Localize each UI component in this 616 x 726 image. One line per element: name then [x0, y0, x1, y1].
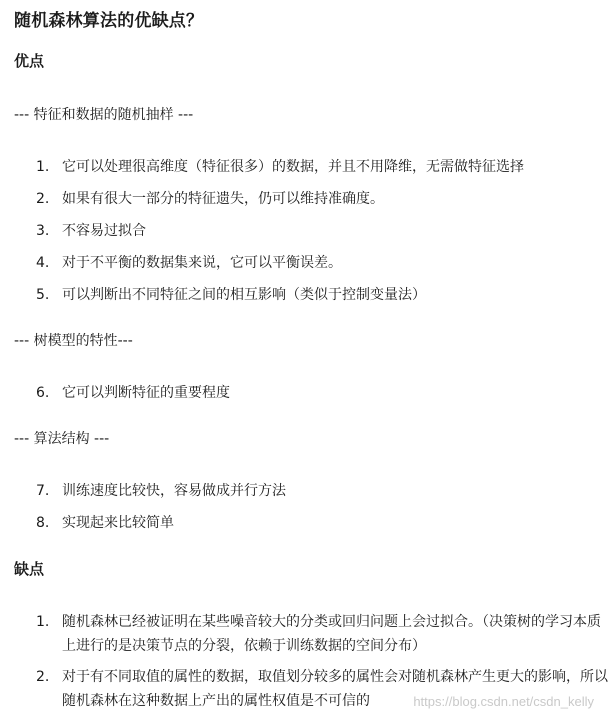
pros-heading: 优点	[14, 52, 45, 70]
list-item	[36, 381, 608, 405]
list-item-text: 对于有不同取值的属性的数据，取值划分较多的属性会对随机森林产生更大的影响，所以随机森林在这种数据上产出的属性权值是不可信的	[62, 669, 608, 709]
list-item-text: 不容易过拟合	[62, 223, 146, 239]
section-label-tree-model: --- 树模型的特性---	[14, 333, 133, 349]
list-item-number: 6.	[36, 385, 50, 401]
list-item-text: 训练速度比较快，容易做成并行方法	[62, 483, 286, 499]
watermark: https://blog.csdn.net/csdn_kelly	[413, 694, 594, 709]
list-item	[36, 251, 608, 275]
list-item-text: 如果有很大一部分的特征遗失，仍可以维持准确度。	[62, 191, 384, 207]
section-label-algorithm-structure: --- 算法结构 ---	[14, 431, 110, 447]
list-item	[36, 511, 608, 535]
list-item-text: 它可以判断特征的重要程度	[62, 385, 230, 401]
cons-heading: 缺点	[14, 560, 45, 578]
list-item-number: 1.	[36, 159, 50, 175]
list-item-number: 7.	[36, 483, 50, 499]
list-item-text: 实现起来比较简单	[62, 515, 174, 531]
list-item-number: 4.	[36, 255, 50, 271]
list-item	[36, 610, 608, 658]
section-label-sampling: --- 特征和数据的随机抽样 ---	[14, 107, 194, 123]
list-item-number: 2.	[36, 191, 50, 207]
list-item-number: 8.	[36, 515, 50, 531]
list-item-text: 对于不平衡的数据集来说，它可以平衡误差。	[62, 255, 342, 271]
list-item	[36, 187, 608, 211]
list-item-number: 3.	[36, 223, 50, 239]
page-title: 随机森林算法的优缺点？	[14, 11, 204, 31]
list-item	[36, 283, 608, 307]
list-item-number: 2.	[36, 669, 50, 685]
list-item-text: 可以判断出不同特征之间的相互影响（类似于控制变量法）	[62, 287, 426, 303]
list-item-number: 1.	[36, 614, 50, 630]
list-item	[36, 155, 608, 179]
list-item-text: 随机森林已经被证明在某些噪音较大的分类或回归问题上会过拟合。（决策树的学习本质上进行的是决策节点的分裂，依赖于训练数据的空间分布）	[62, 614, 601, 654]
list-item-number: 5.	[36, 287, 50, 303]
list-item	[36, 219, 608, 243]
list-item-text: 它可以处理很高维度（特征很多）的数据，并且不用降维，无需做特征选择	[62, 159, 524, 175]
list-item	[36, 479, 608, 503]
